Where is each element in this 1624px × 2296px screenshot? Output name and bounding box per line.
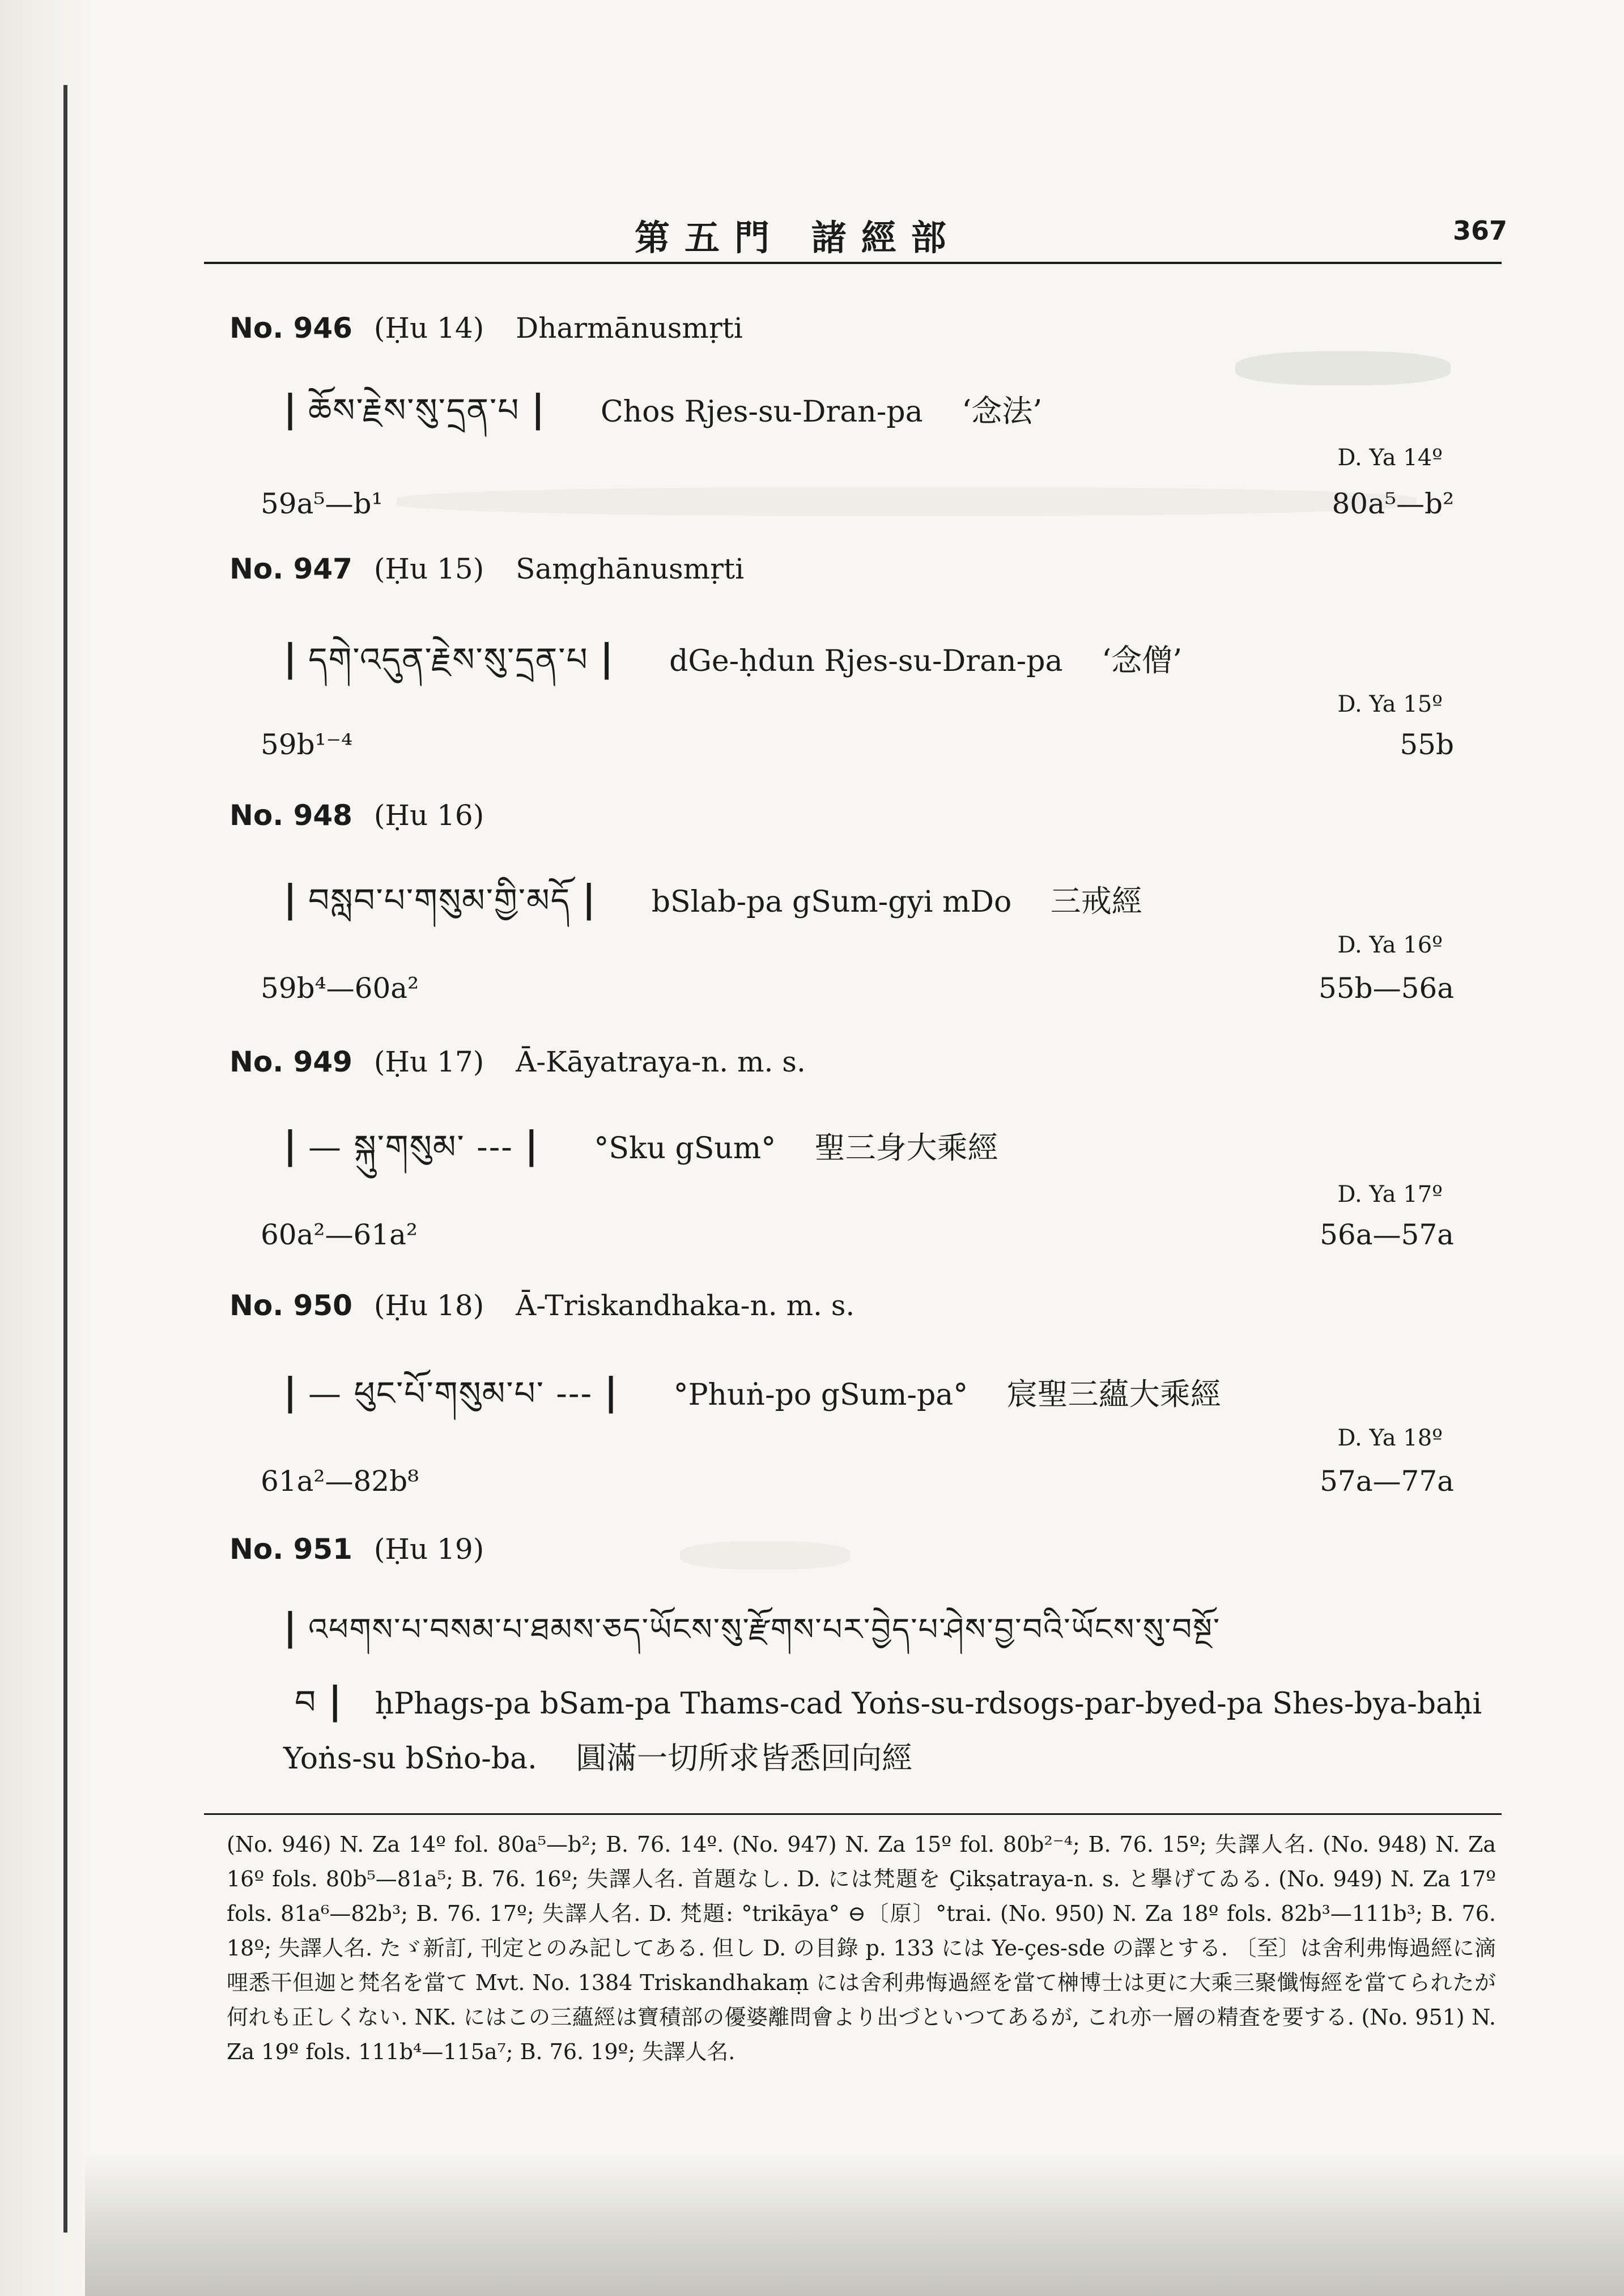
derge-reference: D. Ya 18º [1337, 1425, 1443, 1451]
entry-947-heading [229, 552, 744, 585]
entry-hu-ref: (Ḥu 16) [373, 799, 484, 832]
entry-950-heading [229, 1289, 854, 1322]
entry-hu-ref: (Ḥu 15) [373, 552, 484, 585]
folio-peking: 59b⁴—60a² [261, 972, 419, 1005]
header-title: 第五門 諸經部 [635, 217, 961, 258]
folio-derge: 56a—57a [1320, 1218, 1454, 1251]
folio-derge: 80a⁵—b² [1332, 487, 1454, 520]
footnotes: (No. 946) N. Za 14º fol. 80a⁵—b²; B. 76. 14º. (No. 947) N. Za 15º fol. 80b²⁻⁴; B. 76. 15º; 失譯人名. (No. 948) N. Za 16º fols. 80b⁵—81a⁵; B. 76. 16º; 失譯人名. 首題なし. D. には梵題を Çikṣatraya-n. s. と擧げてゐる. (No. 949) N. Za 17º fols. 81a⁶—82b³; B. 76. 17º; 失譯人名. D. 梵題: °trikāya° ⊖〔原〕°trai. (No. 950) N. Za 18º fols. 82b³—111b³; B. 76. 18º; 失譯人名. たゞ新訂, 刊定とのみ記してある. 但し D. の目錄 p. 133 には Ye-çes-sde の譯とする. 〔至〕は舍利弗悔過經に滴哩悉干但迦と梵名を當て Mvt. No. 1384 Triskandhakaṃ には舍利弗悔過經を當て榊博士は更に大乘三聚懺悔經を當てられたが何れも正しくない. NK. にはこの三蘊經は寶積部の優婆離問會より出づといつてあるが, これ亦一層の精査を要する. (No. 951) N. Za 19º fols. 111b⁴—115a⁷; B. 76. 19º; 失譯人名. [227, 1832, 1496, 2064]
tibetan-title: — སྐུ་གསུམ་ --- [308, 1128, 513, 1166]
derge-reference: D. Ya 15º [1337, 691, 1443, 717]
entry-sanskrit-title: Ā-Kāyatraya-n. m. s. [516, 1045, 806, 1078]
entry-948-title-line: | བསླབ་པ་གསུམ་གྱི་མདོ | bSlab-pa gSum-gyi mDo 三戒經 [283, 877, 1142, 921]
scan-left-margin [0, 0, 96, 2296]
entry-951-translit-line: བ | ḥPhags-pa bSam-pa Thams-cad Yoṅs-su-rdsogs-par-byed-pa Shes-bya-baḥi [295, 1678, 1482, 1723]
entry-number: No. 951 [229, 1533, 352, 1566]
entry-948-heading [229, 799, 507, 832]
entry-sanskrit-title: Saṃghānusmṛti [516, 552, 745, 585]
entry-949-title-line: | — སྐུ་གསུམ་ --- | °Sku gSum° 聖三身大乘經 [283, 1123, 998, 1167]
chinese-title: 圓滿一切所求皆悉回向經 [576, 1740, 913, 1776]
chinese-title: 宸聖三蘊大乘經 [1006, 1376, 1221, 1412]
tibetan-title-continued: བ [295, 1683, 317, 1721]
folio-peking: 61a²—82b⁸ [261, 1465, 419, 1498]
transliteration: Chos Rjes-su-Dran-pa [600, 395, 923, 429]
entry-number: No. 947 [229, 552, 352, 585]
entry-946-title-line: | ཆོས་རྗེས་སུ་དྲན་པ | Chos Rjes-su-Dran-pa ‘念法’ [283, 386, 1043, 431]
transliteration: ḥPhags-pa bSam-pa Thams-cad Yoṅs-su-rdsogs-par-byed-pa Shes-bya-baḥi [375, 1687, 1482, 1721]
footnote-rule [204, 1813, 1502, 1815]
folio-derge: 55b [1400, 728, 1454, 761]
entry-hu-ref: (Ḥu 19) [373, 1533, 484, 1566]
entry-number: No. 950 [229, 1289, 352, 1322]
tibetan-title: — ཕུང་པོ་གསུམ་པ་ --- [308, 1374, 593, 1413]
entry-951-translit-cont-line [283, 1734, 912, 1778]
chinese-title: 三戒經 [1050, 883, 1142, 919]
chinese-title: 聖三身大乘經 [814, 1130, 998, 1166]
scan-binding-edge [63, 85, 67, 2233]
tibetan-title: དགེ་འདུན་རྗེས་སུ་དྲན་པ [308, 640, 589, 679]
page-number: 367 [1452, 215, 1507, 246]
entry-number: No. 949 [229, 1045, 352, 1078]
derge-reference: D. Ya 17º [1337, 1181, 1443, 1207]
chinese-title: ‘念僧’ [1101, 643, 1183, 678]
transliteration-continued: Yoṅs-su bSṅo-ba. [283, 1742, 537, 1776]
transliteration: bSlab-pa gSum-gyi mDo [651, 885, 1012, 919]
transliteration: dGe-ḥdun Rjes-su-Dran-pa [669, 644, 1063, 678]
derge-reference: D. Ya 16º [1337, 932, 1443, 958]
folio-peking: 59a⁵—b¹ [261, 487, 383, 520]
scan-bottom-shadow [85, 2153, 1624, 2296]
derge-reference: D. Ya 14º [1337, 445, 1443, 471]
entry-sanskrit-title: Ā-Triskandhaka-n. m. s. [516, 1289, 855, 1322]
header-rule [204, 262, 1502, 264]
transliteration: °Phuṅ-po gSum-pa° [673, 1378, 968, 1412]
folio-derge: 55b—56a [1318, 972, 1454, 1005]
entry-947-title-line: | དགེ་འདུན་རྗེས་སུ་དྲན་པ | dGe-ḥdun Rjes-su-Dran-pa ‘念僧’ [283, 636, 1183, 680]
tibetan-title: འཕགས་པ་བསམ་པ་ཐམས་ཅད་ཡོངས་སུ་རྫོགས་པར་བྱེད་པ་ཤེས་བྱ་བའི་ཡོངས་སུ་བསྔོ་ [308, 1612, 1221, 1647]
entry-946-heading [229, 312, 743, 345]
entry-number: No. 946 [229, 312, 352, 345]
page-header [204, 204, 1507, 261]
chinese-title: ‘念法’ [962, 393, 1043, 429]
folio-derge: 57a—77a [1320, 1465, 1454, 1498]
entry-hu-ref: (Ḥu 14) [373, 312, 484, 345]
entry-951-tibetan-line: | འཕགས་པ་བསམ་པ་ཐམས་ཅད་ཡོངས་སུ་རྫོགས་པར་བྱེད་པ་ཤེས་བྱ་བའི་ཡོངས་སུ་བསྔོ་ [283, 1605, 1221, 1649]
folio-peking: 60a²—61a² [261, 1218, 418, 1251]
transliteration: °Sku gSum° [594, 1132, 776, 1166]
entry-hu-ref: (Ḥu 18) [373, 1289, 484, 1322]
entry-949-heading [229, 1045, 806, 1078]
entry-sanskrit-title: Dharmānusmṛti [516, 312, 743, 345]
tibetan-title: ཆོས་རྗེས་སུ་དྲན་པ [308, 391, 520, 430]
entry-number: No. 948 [229, 799, 352, 832]
entry-hu-ref: (Ḥu 17) [373, 1045, 484, 1078]
tibetan-title: བསླབ་པ་གསུམ་གྱི་མདོ [308, 881, 571, 920]
folio-peking: 59b¹⁻⁴ [261, 728, 353, 761]
entry-951-heading [229, 1533, 507, 1566]
entry-950-title-line: | — ཕུང་པོ་གསུམ་པ་ --- | °Phuṅ-po gSum-pa° 宸聖三蘊大乘經 [283, 1370, 1221, 1414]
